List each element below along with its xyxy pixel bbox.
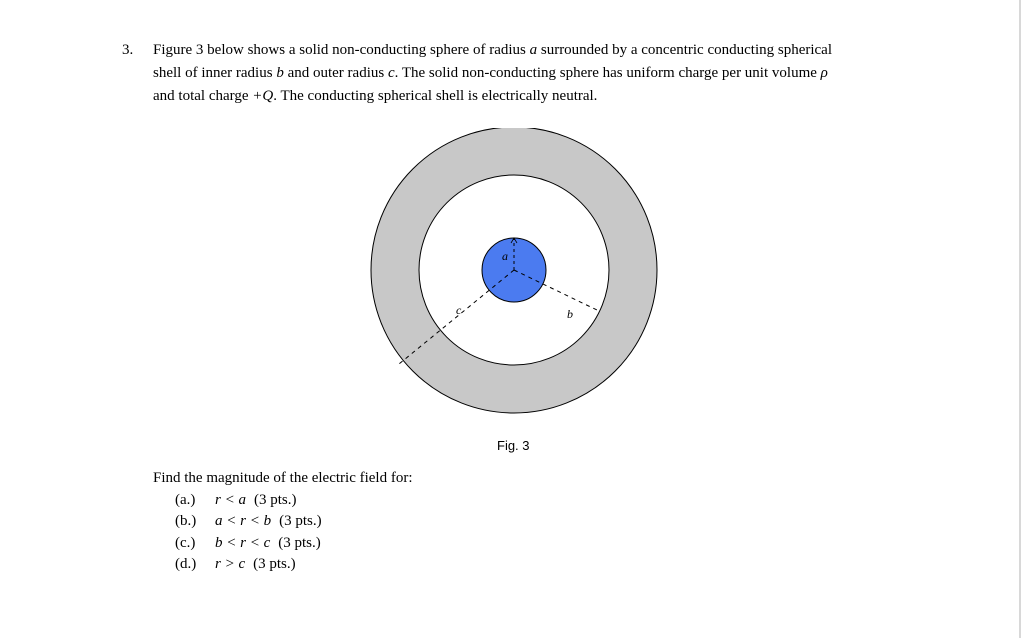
part-label: (a.) — [175, 491, 196, 508]
var-a: a — [529, 42, 538, 58]
total-charge: +Q — [252, 88, 274, 104]
part-points: (3 pts.) — [279, 513, 322, 529]
question-part — [175, 490, 413, 512]
question-part — [175, 554, 413, 576]
var-c: c — [387, 65, 395, 81]
question-part — [175, 533, 413, 555]
figure-3 — [360, 128, 670, 428]
part-condition: r > c — [215, 556, 246, 572]
var-b: b — [276, 65, 284, 81]
part-label: (b.) — [175, 513, 197, 529]
sphere-diagram — [360, 128, 670, 428]
question-part — [175, 511, 413, 533]
page-edge — [1019, 0, 1021, 638]
part-points: (3 pts.) — [253, 556, 296, 572]
figure-caption: Fig. 3 — [497, 438, 530, 453]
question-parts — [175, 490, 413, 576]
var-rho: ρ — [820, 65, 828, 81]
statement-line-2: shell of inner radius b and outer radius c. The solid non-conducting sphere has uniform charge per unit volume ρ — [153, 65, 828, 81]
part-condition: a < r < b — [215, 513, 272, 529]
problem-statement — [153, 39, 953, 108]
label-a: a — [502, 249, 508, 263]
part-condition: b < r < c — [215, 534, 271, 551]
statement-line-1: Figure 3 below shows a solid non-conducting sphere of radius a surrounded by a concentric conducting spherical — [153, 42, 833, 58]
problem-number: 3. — [122, 42, 134, 58]
part-points: (3 pts.) — [253, 491, 297, 508]
part-label: (d.) — [175, 556, 197, 572]
label-c: c — [456, 303, 462, 317]
statement-line-3: and total charge +Q. The conducting spherical shell is electrically neutral. — [153, 88, 598, 104]
question-intro: Find the magnitude of the electric field for: — [153, 470, 413, 486]
part-condition: r < a — [215, 491, 246, 508]
question-block — [153, 468, 413, 576]
part-points: (3 pts.) — [278, 534, 321, 551]
label-b: b — [567, 307, 573, 321]
part-label: (c.) — [175, 534, 196, 551]
